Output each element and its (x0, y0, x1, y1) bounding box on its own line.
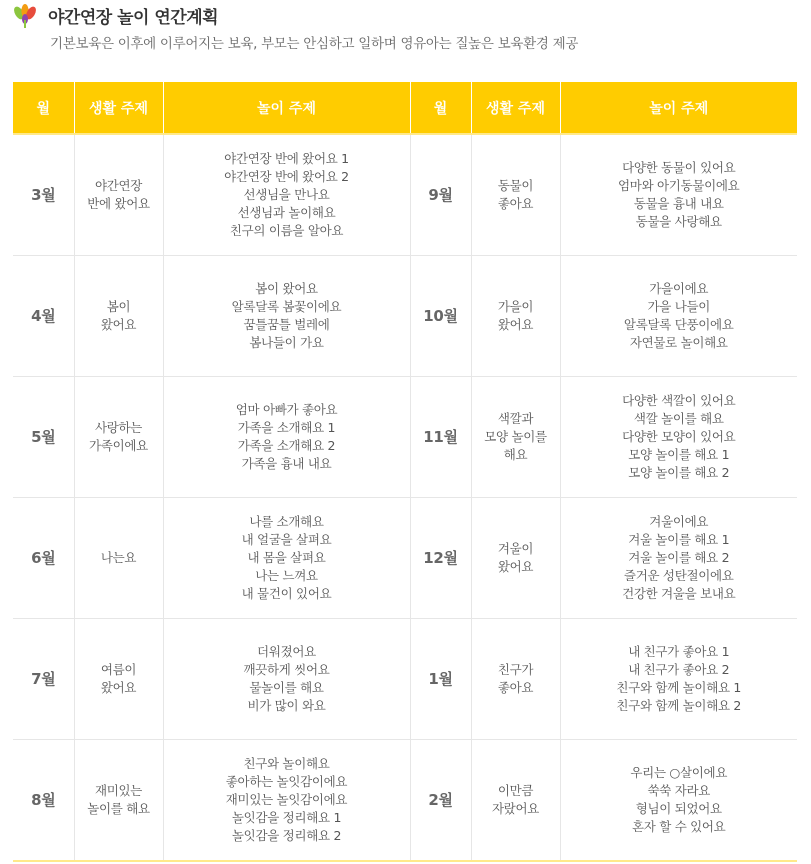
life-theme-line: 사랑하는 (94, 420, 143, 435)
play-theme-item: 가족을 소개해요 1 (237, 420, 336, 435)
life-theme-line: 해요 (503, 447, 528, 462)
header-month: 월 (13, 82, 74, 134)
play-theme-item: 봄이 왔어요 (255, 281, 318, 296)
month-cell: 11월 (410, 377, 471, 498)
life-theme-line: 동물이 (497, 178, 534, 193)
life-theme-line: 가을이 (497, 299, 534, 314)
header-life-theme: 생활 주제 (471, 82, 560, 134)
month-cell: 5월 (13, 377, 74, 498)
play-theme-cell (560, 740, 797, 862)
play-theme-item: 비가 많이 와요 (247, 698, 326, 713)
life-theme-line: 왔어요 (100, 680, 137, 695)
play-theme-item: 봄나들이 가요 (249, 335, 324, 350)
play-theme-item: 알록달록 봄꽃이에요 (231, 299, 342, 314)
life-theme-line: 반에 왔어요 (87, 196, 150, 211)
life-theme-cell (74, 134, 163, 256)
play-theme-item: 다양한 색깔이 있어요 (622, 393, 736, 408)
life-theme-line: 좋아요 (497, 680, 534, 695)
play-theme-item: 내 친구가 좋아요 2 (628, 662, 730, 677)
play-theme-item: 색깔 놀이를 해요 (633, 411, 724, 426)
play-theme-item: 겨울이에요 (649, 514, 709, 529)
play-theme-item: 겨울 놀이를 해요 2 (628, 550, 730, 565)
play-theme-cell (560, 134, 797, 256)
table-row (13, 498, 797, 619)
play-theme-item: 재미있는 놀잇감이에요 (225, 792, 348, 807)
play-theme-item: 동물을 사랑해요 (635, 214, 722, 229)
month-cell: 10월 (410, 256, 471, 377)
life-theme-line: 자랐어요 (491, 801, 540, 816)
header-play-theme: 놀이 주제 (560, 82, 797, 134)
play-theme-cell (163, 377, 410, 498)
table-row (13, 619, 797, 740)
play-theme-item: 엄마 아빠가 좋아요 (235, 402, 338, 417)
life-theme-line: 봄이 (106, 299, 131, 314)
header-play-theme: 놀이 주제 (163, 82, 410, 134)
play-theme-item: 쑥쑥 자라요 (647, 783, 711, 798)
play-theme-item: 동물을 흉내 내요 (633, 196, 724, 211)
play-theme-cell (560, 619, 797, 740)
play-theme-cell (560, 256, 797, 377)
life-theme-line: 야간연장 (94, 178, 143, 193)
play-theme-item: 다양한 모양이 있어요 (622, 429, 736, 444)
play-theme-item: 친구의 이름을 알아요 (229, 223, 344, 238)
header-life-theme: 생활 주제 (74, 82, 163, 134)
month-cell: 7월 (13, 619, 74, 740)
play-theme-item: 내 몸을 살펴요 (247, 550, 326, 565)
month-cell: 1월 (410, 619, 471, 740)
play-theme-item: 내 물건이 있어요 (241, 586, 332, 601)
play-theme-item: 모양 놀이를 해요 1 (628, 447, 730, 462)
table-row (13, 134, 797, 256)
play-theme-item: 모양 놀이를 해요 2 (628, 465, 730, 480)
play-theme-cell (163, 740, 410, 862)
life-theme-line: 재미있는 (94, 783, 143, 798)
life-theme-line: 왔어요 (100, 317, 137, 332)
play-theme-item: 친구와 함께 놀이해요 2 (616, 698, 742, 713)
play-theme-cell (163, 498, 410, 619)
life-theme-line: 왔어요 (497, 559, 534, 574)
life-theme-cell (471, 619, 560, 740)
header-month: 월 (410, 82, 471, 134)
life-theme-cell (74, 619, 163, 740)
life-theme-cell (471, 740, 560, 862)
play-theme-item: 자연물로 놀이해요 (629, 335, 728, 350)
play-theme-item: 꿈틀꿈틀 벌레에 (243, 317, 330, 332)
month-cell: 12월 (410, 498, 471, 619)
table-row (13, 740, 797, 862)
play-theme-item: 나는 느껴요 (255, 568, 318, 583)
play-theme-cell (163, 256, 410, 377)
life-theme-line: 나는요 (100, 550, 137, 565)
life-theme-cell (74, 498, 163, 619)
life-theme-line: 겨울이 (497, 541, 534, 556)
month-cell: 2월 (410, 740, 471, 862)
play-theme-item: 야간연장 반에 왔어요 2 (224, 169, 349, 184)
play-theme-item: 가을 나들이 (647, 299, 711, 314)
play-theme-cell (560, 498, 797, 619)
month-cell: 4월 (13, 256, 74, 377)
play-theme-item: 내 친구가 좋아요 1 (628, 644, 730, 659)
play-theme-cell (163, 134, 410, 256)
life-theme-line: 여름이 (100, 662, 137, 677)
play-theme-item: 건강한 겨울을 보내요 (622, 586, 736, 601)
life-theme-cell (471, 134, 560, 256)
play-theme-item: 나를 소개해요 (249, 514, 324, 529)
play-theme-item: 알록달록 단풍이에요 (623, 317, 734, 332)
table-row (13, 377, 797, 498)
play-theme-item: 엄마와 아기동물이에요 (618, 178, 740, 193)
life-theme-line: 놀이를 해요 (87, 801, 150, 816)
life-theme-line: 친구가 (497, 662, 534, 677)
play-theme-item: 선생님을 만나요 (243, 187, 330, 202)
play-theme-item: 가족을 소개해요 2 (237, 438, 336, 453)
play-theme-item: 야간연장 반에 왔어요 1 (224, 151, 349, 166)
play-theme-cell (560, 377, 797, 498)
life-theme-cell (471, 498, 560, 619)
play-theme-item: 선생님과 놀이해요 (237, 205, 336, 220)
life-theme-cell (74, 256, 163, 377)
life-theme-cell (74, 740, 163, 862)
play-theme-item: 더워졌어요 (257, 644, 316, 659)
play-theme-item: 혼자 할 수 있어요 (632, 819, 726, 834)
play-theme-item: 내 얼굴을 살펴요 (241, 532, 332, 547)
table-header-row (13, 82, 797, 134)
life-theme-line: 이만큼 (497, 783, 534, 798)
play-theme-item: 가을이에요 (649, 281, 709, 296)
life-theme-cell (74, 377, 163, 498)
play-theme-item: 가족을 흉내 내요 (241, 456, 332, 471)
month-cell: 8월 (13, 740, 74, 862)
life-theme-cell (471, 256, 560, 377)
play-theme-item: 즐거운 성탄절이에요 (623, 568, 734, 583)
life-theme-line: 좋아요 (497, 196, 534, 211)
play-theme-cell (163, 619, 410, 740)
life-theme-cell (471, 377, 560, 498)
life-theme-line: 왔어요 (497, 317, 534, 332)
play-theme-item: 친구와 놀이해요 (243, 756, 330, 771)
life-theme-line: 가족이에요 (89, 438, 148, 453)
leaf-logo-icon (12, 4, 38, 28)
life-theme-line: 모양 놀이를 (484, 429, 547, 444)
page-title: 야간연장 놀이 연간계획 (48, 8, 219, 28)
month-cell: 6월 (13, 498, 74, 619)
page-subtitle: 기본보육은 이후에 이루어지는 보육, 부모는 안심하고 일하며 영유아는 질높은 보육환경 제공 (50, 36, 579, 52)
play-theme-item: 겨울 놀이를 해요 1 (628, 532, 730, 547)
play-theme-item: 친구와 함께 놀이해요 1 (616, 680, 742, 695)
month-cell: 3월 (13, 134, 74, 256)
play-theme-item: 형님이 되었어요 (635, 801, 722, 816)
play-theme-item: 놀잇감을 정리해요 1 (231, 810, 342, 825)
play-theme-item: 깨끗하게 씻어요 (243, 662, 330, 677)
month-cell: 9월 (410, 134, 471, 256)
play-theme-item: 우리는 ○살이에요 (630, 765, 728, 780)
play-theme-item: 물놀이를 해요 (249, 680, 324, 695)
play-theme-item: 좋아하는 놀잇감이에요 (225, 774, 348, 789)
play-theme-item: 놀잇감을 정리해요 2 (231, 828, 342, 843)
annual-plan-table (13, 82, 797, 862)
table-row (13, 256, 797, 377)
life-theme-line: 색깔과 (497, 411, 534, 426)
play-theme-item: 다양한 동물이 있어요 (622, 160, 736, 175)
